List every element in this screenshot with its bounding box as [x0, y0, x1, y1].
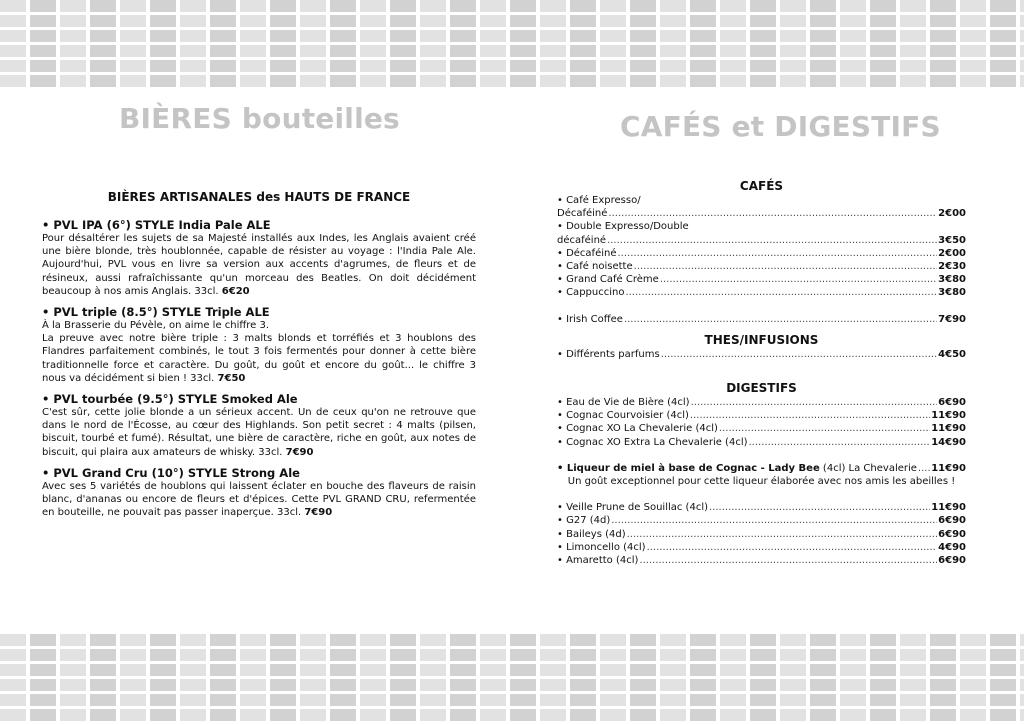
menu-item: • Décaféiné ..... 2€00: [557, 247, 966, 260]
liqueur-note: Un goût exceptionnel pour cette liqueur élaborée avec nos amis les abeilles !: [567, 476, 956, 488]
beers-page-title: BIÈRES bouteilles: [119, 102, 400, 135]
decorative-footer-band: [0, 634, 1024, 724]
beer-price: 7€90: [304, 507, 333, 519]
beer-item-grand-cru: [42, 466, 476, 520]
beer-description: Avec ses 5 variétés de houblons qui laissent éclater en bouche des flaveurs de raisin blanc, d'ananas ou encore de fleurs et d'épices. Cette PVL GRAND CRU, refermentée en bouteille, ne pouvait pas passer inaperçue. 33cl. 7€90: [42, 480, 476, 519]
beer-description: C'est sûr, cette jolie blonde a un sérieux accent. Un de ceux qu'on ne retrouve que dans le nord de l'Écosse, au cœur des Highlands. Son petit secret : 4 malts (pilsen, biscuit, tourbé et fumé). Résultat, une bière de caractère, riche en goût, aux notes de biscuit, qui plaira aux amateurs de whisky. 33cl. 7€90: [42, 407, 476, 458]
menu-item: • Cognac XO La Chevalerie (4cl) ..... 11€90: [557, 422, 966, 435]
menu-item: • Limoncello (4cl) ..... 4€90: [557, 541, 966, 554]
menu-item-label: • Café Expresso/: [557, 195, 641, 206]
beer-item-ipa: [42, 218, 476, 298]
cafes-page-title: CAFÉS et DIGESTIFS: [620, 110, 941, 143]
menu-item: • Café noisette ..... 2€30: [557, 260, 966, 273]
decorative-header-band: [0, 0, 1024, 90]
menu-item: • Cognac Courvoisier (4cl) ..... 11€90: [557, 409, 966, 422]
menu-item: • Veille Prune de Souillac (4cl) ..... 11€90: [557, 501, 966, 514]
beer-description: Pour désaltérer les sujets de sa Majesté installés aux Indes, les Anglais avaient créé une bière blonde, très houblonnée, capable de résister au voyage : l'India Pale Ale. Aujourd'hui, PVL vous en livre sa version aux accents d'agrumes, de fleurs et de résineux, aussi rafraîchissante qu'un morceau des Beatles. On doit décidément beaucoup à nos amis Anglais. 33cl. 6€20: [42, 233, 476, 297]
leader-dots: [608, 207, 937, 220]
menu-item-label: • Double Expresso/Double: [557, 221, 689, 233]
menu-item: • Cognac XO Extra La Chevalerie (4cl) ..... 14€90: [557, 436, 966, 449]
beer-price: 7€50: [217, 372, 246, 384]
beer-description: La preuve avec notre bière triple : 3 malts blonds et torréfiés et 3 houblons des Flandres parfaitement combinés, le tout 3 fois fermentés pour donner à cette bière traditionnelle force et caractère. Du goût, du goût et encore du goût... le chiffre 3 nous va décidément si bien ! 33cl. 7€50: [42, 333, 476, 384]
beer-item-triple: [42, 305, 476, 385]
beer-section-heading: BIÈRES ARTISANALES des HAUTS DE FRANCE: [107, 190, 411, 204]
cafes-heading: CAFÉS: [739, 179, 784, 193]
beer-intro: À la Brasserie du Pévèle, on aime le chiffre 3.: [42, 320, 270, 332]
menu-item: • G27 (4d) ..... 6€90: [557, 514, 966, 527]
thes-heading: THES/INFUSIONS: [704, 332, 819, 347]
menu-item-thes: • Différents parfums ..... 4€50: [557, 348, 966, 361]
menu-item: • Cappuccino ..... 3€80: [557, 286, 966, 299]
cafes-column: [557, 178, 966, 567]
beer-price: 7€90: [285, 446, 314, 458]
menu-item-espresso: Décaféiné ..... 2€00: [557, 207, 966, 220]
menu-item-price: 2€00: [938, 208, 966, 220]
menu-item: • Grand Café Crème ..... 3€80: [557, 273, 966, 286]
leader-dots: [607, 234, 937, 247]
beers-column: [42, 189, 476, 519]
menu-item-price: 3€50: [938, 234, 966, 246]
beer-price: 6€20: [221, 285, 250, 297]
menu-item: • Amaretto (4cl) ..... 6€90: [557, 554, 966, 567]
beer-heading: • PVL IPA (6°) STYLE India Pale ALE: [42, 218, 271, 232]
menu-item: • Eau de Vie de Bière (4cl) ..... 6€90: [557, 396, 966, 409]
menu-item-irish-coffee: • Irish Coffee ..... 7€90: [557, 313, 966, 326]
digestifs-heading: DIGESTIFS: [726, 381, 797, 396]
menu-item-double-espresso: décaféiné ..... 3€50: [557, 234, 966, 247]
beer-heading: • PVL tourbée (9.5°) STYLE Smoked Ale: [42, 392, 298, 407]
beer-heading: • PVL triple (8.5°) STYLE Triple ALE: [42, 305, 270, 320]
beer-item-tourbee: [42, 392, 476, 459]
menu-item: • Baileys (4d) ..... 6€90: [557, 528, 966, 541]
beer-heading: • PVL Grand Cru (10°) STYLE Strong Ale: [42, 465, 300, 480]
menu-item-lady-bee: • Liqueur de miel à base de Cognac - Lady Bee (4cl) La Chevalerie ..... 11€90: [557, 462, 966, 475]
